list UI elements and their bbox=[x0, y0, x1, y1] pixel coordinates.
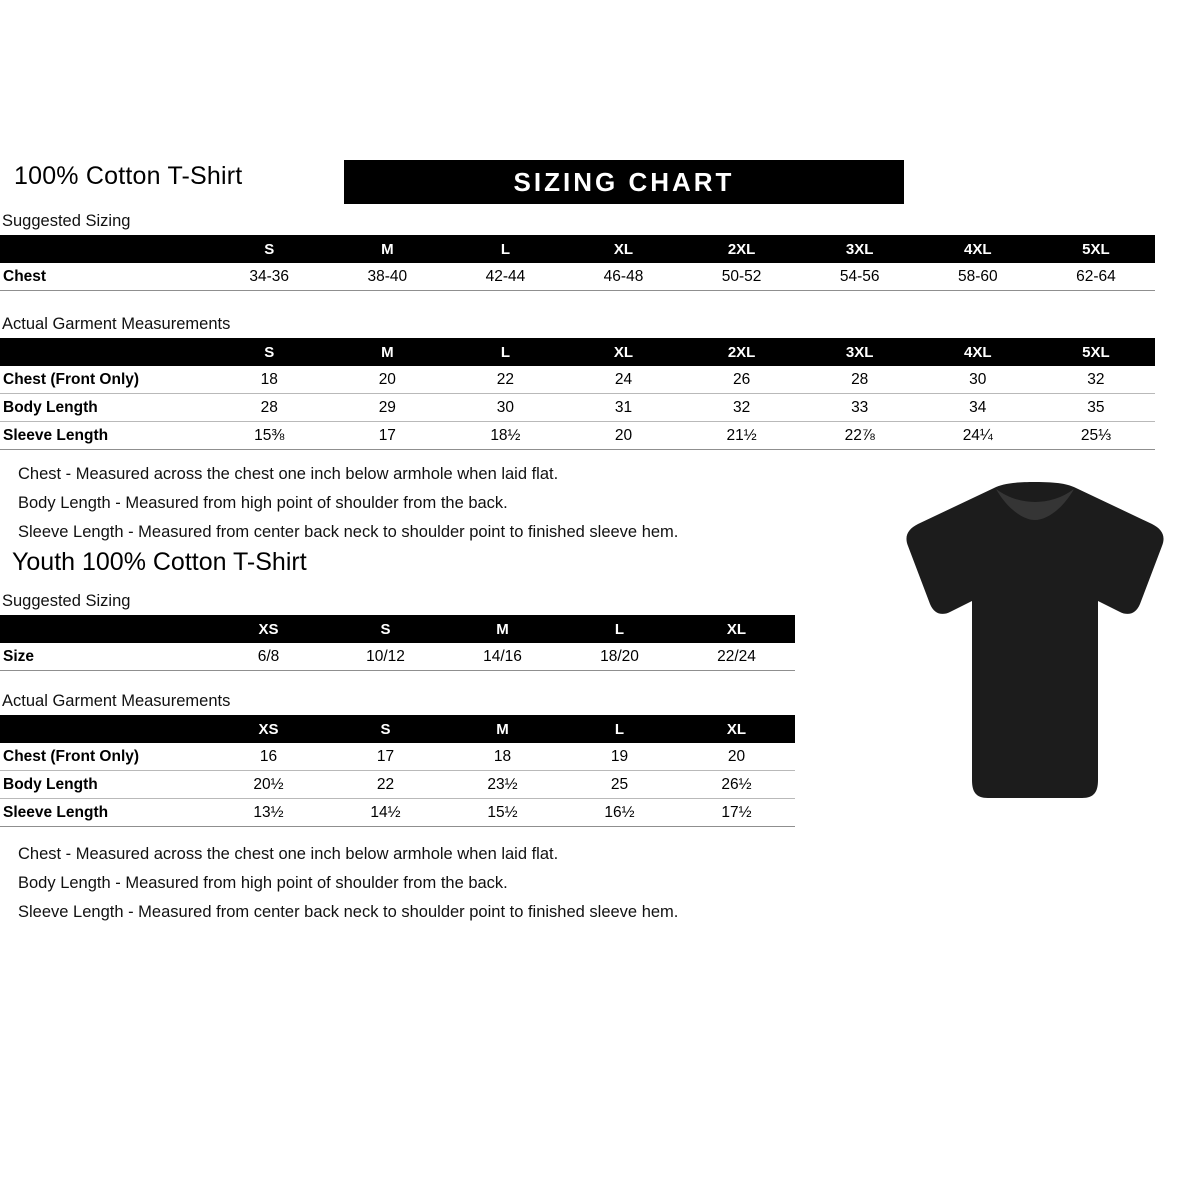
col-header: M bbox=[328, 338, 446, 366]
col-header: XL bbox=[564, 235, 682, 263]
cell: 14½ bbox=[327, 799, 444, 827]
cell: 32 bbox=[683, 394, 801, 422]
adult-measurement-notes bbox=[18, 462, 678, 549]
cell: 19 bbox=[561, 743, 678, 771]
col-header: XL bbox=[564, 338, 682, 366]
cell: 16½ bbox=[561, 799, 678, 827]
col-header: 5XL bbox=[1037, 235, 1155, 263]
cell: 18½ bbox=[446, 422, 564, 450]
cell: 26 bbox=[683, 366, 801, 394]
cell: 6/8 bbox=[210, 643, 327, 671]
cell: 17½ bbox=[678, 799, 795, 827]
cell: 25 bbox=[561, 771, 678, 799]
note-sleeve-length: Sleeve Length - Measured from center back neck to shoulder point to finished sleeve hem. bbox=[18, 903, 679, 921]
col-header: M bbox=[328, 235, 446, 263]
cell: 18/20 bbox=[561, 643, 678, 671]
col-header: S bbox=[327, 715, 444, 743]
cell: 10/12 bbox=[327, 643, 444, 671]
cell: 22 bbox=[327, 771, 444, 799]
cell: 54-56 bbox=[801, 263, 919, 291]
table-header-row bbox=[0, 615, 795, 643]
youth-suggested-sizing-table bbox=[0, 615, 795, 671]
page-header bbox=[14, 160, 904, 204]
row-label: Body Length bbox=[0, 394, 210, 422]
cell: 46-48 bbox=[564, 263, 682, 291]
adult-actual-caption: Actual Garment Measurements bbox=[2, 315, 231, 333]
row-label: Sleeve Length bbox=[0, 422, 210, 450]
table-row bbox=[0, 422, 1155, 450]
cell: 32 bbox=[1037, 366, 1155, 394]
col-header: XL bbox=[678, 615, 795, 643]
row-label: Chest (Front Only) bbox=[0, 743, 210, 771]
cell: 34 bbox=[919, 394, 1037, 422]
col-header: L bbox=[446, 235, 564, 263]
table-row bbox=[0, 799, 795, 827]
cell: 30 bbox=[446, 394, 564, 422]
row-label: Chest bbox=[0, 263, 210, 291]
adult-suggested-caption: Suggested Sizing bbox=[2, 212, 131, 230]
cell: 28 bbox=[210, 394, 328, 422]
table-header-row bbox=[0, 715, 795, 743]
cell: 18 bbox=[210, 366, 328, 394]
note-body-length: Body Length - Measured from high point of shoulder from the back. bbox=[18, 874, 508, 892]
tshirt-icon bbox=[890, 480, 1180, 810]
cell: 28 bbox=[801, 366, 919, 394]
adult-suggested-sizing-table bbox=[0, 235, 1155, 291]
cell: 13½ bbox=[210, 799, 327, 827]
cell: 15⅜ bbox=[210, 422, 328, 450]
cell: 50-52 bbox=[683, 263, 801, 291]
note-chest: Chest - Measured across the chest one inch below armhole when laid flat. bbox=[18, 465, 559, 483]
table-header-row bbox=[0, 235, 1155, 263]
tshirt-illustration bbox=[890, 480, 1180, 810]
col-header: 3XL bbox=[801, 235, 919, 263]
row-label: Size bbox=[0, 643, 210, 671]
cell: 20½ bbox=[210, 771, 327, 799]
table-row bbox=[0, 771, 795, 799]
table-row bbox=[0, 263, 1155, 291]
col-header bbox=[0, 235, 210, 263]
col-header: 2XL bbox=[683, 235, 801, 263]
youth-suggested-caption: Suggested Sizing bbox=[2, 592, 131, 610]
cell: 20 bbox=[328, 366, 446, 394]
row-label: Sleeve Length bbox=[0, 799, 210, 827]
col-header: L bbox=[561, 615, 678, 643]
cell: 17 bbox=[328, 422, 446, 450]
youth-actual-caption: Actual Garment Measurements bbox=[2, 692, 231, 710]
note-chest: Chest - Measured across the chest one inch below armhole when laid flat. bbox=[18, 845, 559, 863]
note-body-length: Body Length - Measured from high point of shoulder from the back. bbox=[18, 494, 508, 512]
row-label: Body Length bbox=[0, 771, 210, 799]
col-header: S bbox=[210, 235, 328, 263]
cell: 31 bbox=[564, 394, 682, 422]
cell: 24 bbox=[564, 366, 682, 394]
col-header: XS bbox=[210, 615, 327, 643]
col-header: L bbox=[561, 715, 678, 743]
col-header: 5XL bbox=[1037, 338, 1155, 366]
col-header bbox=[0, 715, 210, 743]
cell: 62-64 bbox=[1037, 263, 1155, 291]
col-header: XS bbox=[210, 715, 327, 743]
cell: 16 bbox=[210, 743, 327, 771]
table-header-row bbox=[0, 338, 1155, 366]
cell: 22/24 bbox=[678, 643, 795, 671]
cell: 26½ bbox=[678, 771, 795, 799]
youth-measurement-notes bbox=[18, 842, 678, 929]
cell: 38-40 bbox=[328, 263, 446, 291]
table-row bbox=[0, 743, 795, 771]
col-header bbox=[0, 338, 210, 366]
youth-actual-measurements-table bbox=[0, 715, 795, 827]
row-label: Chest (Front Only) bbox=[0, 366, 210, 394]
cell: 14/16 bbox=[444, 643, 561, 671]
cell: 58-60 bbox=[919, 263, 1037, 291]
col-header: 2XL bbox=[683, 338, 801, 366]
table-row bbox=[0, 394, 1155, 422]
page-title: 100% Cotton T-Shirt bbox=[14, 162, 243, 190]
col-header: L bbox=[446, 338, 564, 366]
cell: 20 bbox=[564, 422, 682, 450]
col-header bbox=[0, 615, 210, 643]
cell: 22⅞ bbox=[801, 422, 919, 450]
cell: 33 bbox=[801, 394, 919, 422]
sizing-chart-banner-label: SIZING CHART bbox=[513, 167, 735, 197]
cell: 20 bbox=[678, 743, 795, 771]
col-header: S bbox=[327, 615, 444, 643]
cell: 23½ bbox=[444, 771, 561, 799]
cell: 35 bbox=[1037, 394, 1155, 422]
cell: 17 bbox=[327, 743, 444, 771]
cell: 34-36 bbox=[210, 263, 328, 291]
cell: 25⅓ bbox=[1037, 422, 1155, 450]
table-row bbox=[0, 643, 795, 671]
note-sleeve-length: Sleeve Length - Measured from center back neck to shoulder point to finished sleeve hem. bbox=[18, 523, 679, 541]
col-header: 3XL bbox=[801, 338, 919, 366]
table-row bbox=[0, 366, 1155, 394]
col-header: M bbox=[444, 615, 561, 643]
col-header: XL bbox=[678, 715, 795, 743]
cell: 42-44 bbox=[446, 263, 564, 291]
cell: 29 bbox=[328, 394, 446, 422]
cell: 18 bbox=[444, 743, 561, 771]
col-header: 4XL bbox=[919, 235, 1037, 263]
col-header: M bbox=[444, 715, 561, 743]
col-header: S bbox=[210, 338, 328, 366]
adult-actual-measurements-table bbox=[0, 338, 1155, 450]
cell: 15½ bbox=[444, 799, 561, 827]
cell: 21½ bbox=[683, 422, 801, 450]
cell: 24¼ bbox=[919, 422, 1037, 450]
youth-section-title: Youth 100% Cotton T-Shirt bbox=[12, 548, 307, 576]
sizing-chart-banner bbox=[344, 160, 904, 204]
cell: 30 bbox=[919, 366, 1037, 394]
col-header: 4XL bbox=[919, 338, 1037, 366]
cell: 22 bbox=[446, 366, 564, 394]
